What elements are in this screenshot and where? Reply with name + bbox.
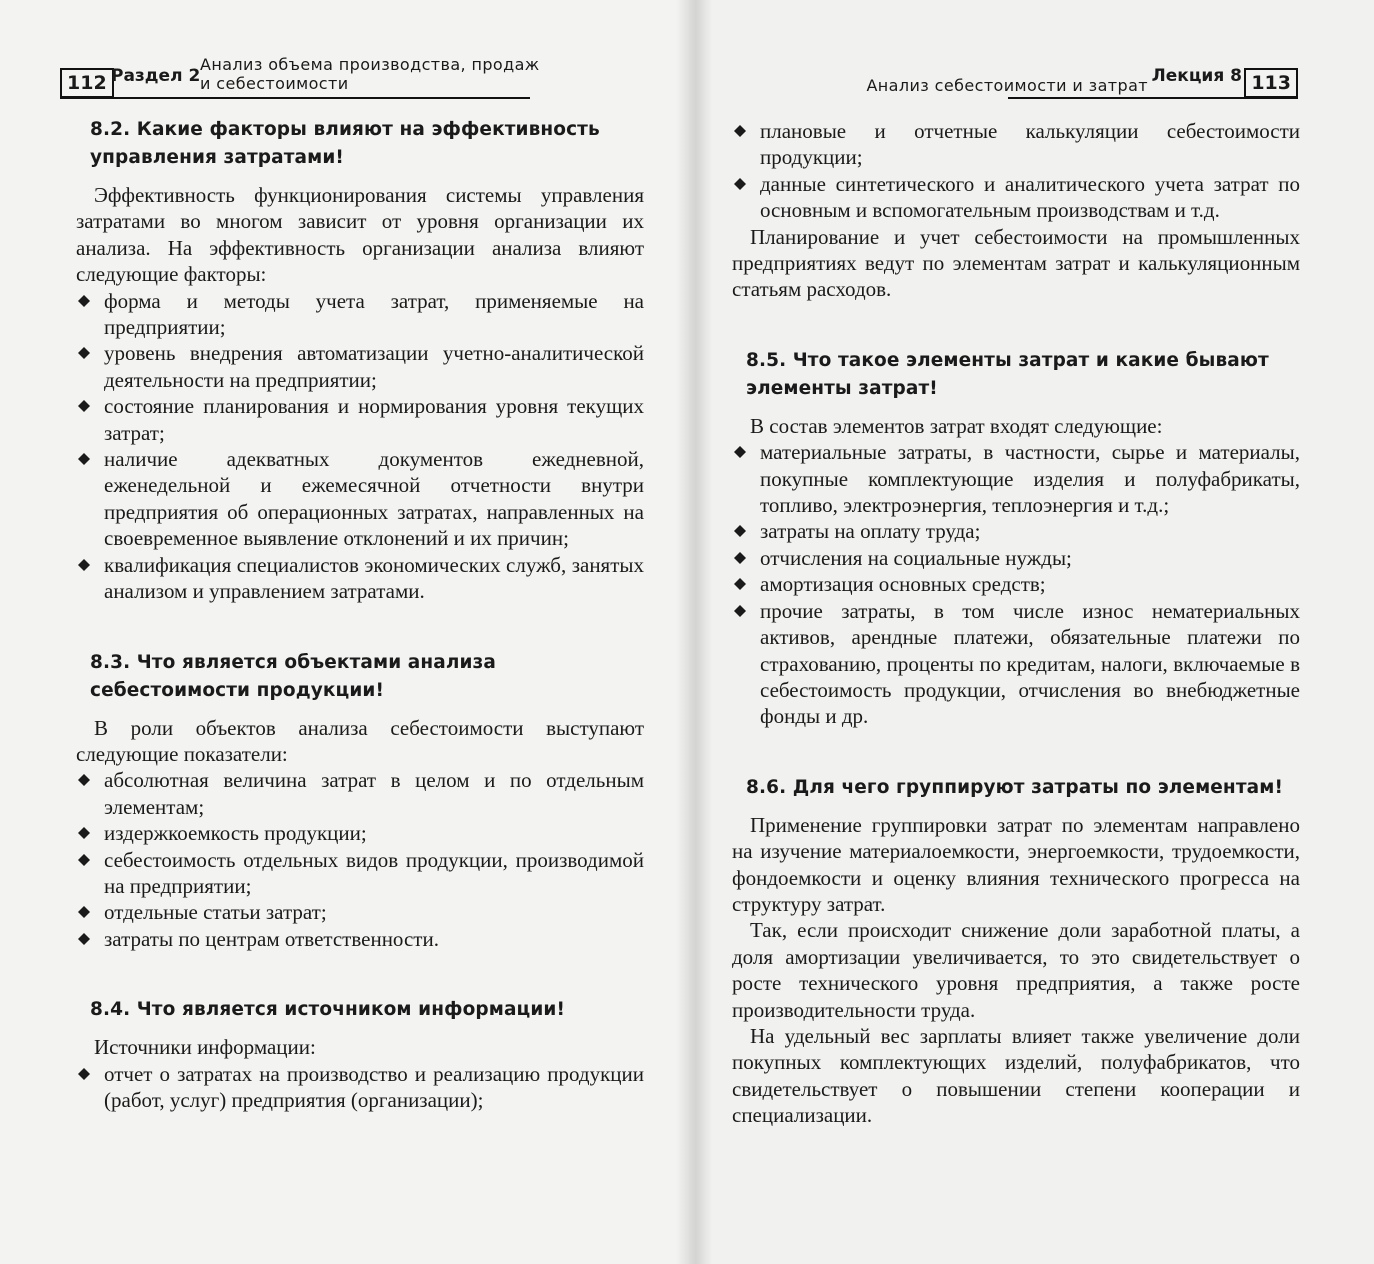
left-page-number: 112 bbox=[60, 68, 114, 98]
list-item-text: прочие затраты, в том числе износ нематериальных активов, арендные платежи, обязательные платежи по страхованию, проценты по кредитам, налоги, включаемые в себестоимость продукции, отчисления во внебюджетные фонды и др. bbox=[760, 598, 1300, 729]
diamond-bullet-icon bbox=[78, 854, 90, 866]
paragraph: В роли объектов анализа себестоимости выступают следующие показатели: bbox=[76, 715, 644, 766]
section-title-line1: Анализ объема производства, продаж bbox=[200, 55, 540, 74]
paragraph: В состав элементов затрат входят следующие: bbox=[750, 413, 1163, 438]
section-title bbox=[200, 55, 540, 93]
list-item bbox=[76, 1061, 644, 1114]
right-column bbox=[732, 118, 1300, 1129]
list-item-text: квалификация специалистов экономических служб, занятых анализом и управлением затратами. bbox=[104, 552, 644, 604]
list-item bbox=[76, 393, 644, 446]
diamond-bullet-icon bbox=[78, 1068, 90, 1080]
diamond-bullet-icon bbox=[734, 125, 746, 137]
heading-8-4: 8.4. Что является источником информации! bbox=[90, 999, 565, 1021]
right-page-number: 113 bbox=[1244, 68, 1298, 98]
list-item bbox=[732, 118, 1300, 171]
paragraph: Источники информации: bbox=[94, 1035, 316, 1060]
list-item-text: отдельные статьи затрат; bbox=[104, 900, 327, 925]
list-item bbox=[76, 767, 644, 820]
list-item bbox=[732, 545, 1300, 571]
paragraph: Так, если происходит снижение доли заработной платы, а доля амортизации увеличивается, то это свидетельствует о росте технического уровня предприятия, а также росте производительности труда. bbox=[732, 918, 1300, 1022]
list-item-text: плановые и отчетные калькуляции себестоимости продукции; bbox=[760, 119, 1300, 170]
book-gutter bbox=[676, 0, 712, 1264]
section-label: Раздел 2 bbox=[111, 66, 201, 86]
list-item-text: уровень внедрения автоматизации учетно-аналитической деятельности на предприятии; bbox=[104, 341, 644, 392]
paragraph: Применение группировки затрат по элементам направлено на изучение материалоемкости, энергоемкости, трудоемкости, фондоемкости и оценку влияния технического прогресса на структуру затрат. bbox=[732, 812, 1300, 916]
list-item bbox=[732, 571, 1300, 597]
list-item-text: отчет о затратах на производство и реализацию продукции (работ, услуг) предприятия (организации); bbox=[104, 1061, 644, 1112]
diamond-bullet-icon bbox=[734, 178, 746, 190]
section-title-line2: и себестоимости bbox=[200, 74, 349, 93]
list-item-text: амортизация основных средств; bbox=[760, 572, 1046, 597]
diamond-bullet-icon bbox=[734, 446, 746, 458]
diamond-bullet-icon bbox=[78, 295, 90, 307]
list-item bbox=[732, 439, 1300, 518]
diamond-bullet-icon bbox=[78, 559, 90, 571]
list-item-text: состояние планирования и нормирования уровня текущих затрат; bbox=[104, 394, 644, 445]
list-item bbox=[76, 847, 644, 900]
list-item bbox=[732, 598, 1300, 730]
diamond-bullet-icon bbox=[78, 347, 90, 359]
list-item-text: отчисления на социальные нужды; bbox=[760, 545, 1072, 570]
list-item bbox=[76, 926, 644, 952]
list-item-text: издержкоемкость продукции; bbox=[104, 821, 367, 846]
paragraph: Эффективность функционирования системы управления затратами во многом зависит от уровня организации их анализа. На эффективность организации анализа влияют следующие факторы: bbox=[76, 183, 644, 287]
diamond-bullet-icon bbox=[734, 578, 746, 590]
bullet-list bbox=[732, 439, 1300, 729]
list-item-text: форма и методы учета затрат, применяемые на предприятии; bbox=[104, 288, 644, 340]
bullet-list bbox=[76, 1061, 644, 1114]
diamond-bullet-icon bbox=[78, 453, 90, 465]
paragraph: На удельный вес зарплаты влияет также увеличение доли покупных комплектующих изделий, полуфабрикатов, что свидетельствует о повышении степени кооперации и специализации. bbox=[732, 1023, 1300, 1128]
list-item-text: себестоимость отдельных видов продукции, производимой на предприятии; bbox=[104, 847, 644, 898]
list-item-text: материальные затраты, в частности, сырье и материалы, покупные комплектующие изделия и полуфабрикаты, топливо, электроэнергия, теплоэнергия и т.д.; bbox=[760, 440, 1300, 518]
diamond-bullet-icon bbox=[734, 605, 746, 617]
list-item bbox=[732, 171, 1300, 224]
list-item-text: затраты на оплату труда; bbox=[760, 519, 981, 544]
list-item-text: абсолютная величина затрат в целом и по отдельным элементам; bbox=[104, 768, 644, 819]
list-item-text: данные синтетического и аналитического учета затрат по основным и вспомогательным производствам и т.д. bbox=[760, 171, 1300, 223]
left-column bbox=[76, 116, 644, 1113]
bullet-list bbox=[732, 118, 1300, 224]
lecture-label: Лекция 8 bbox=[1151, 66, 1242, 86]
diamond-bullet-icon bbox=[78, 933, 90, 945]
list-item bbox=[76, 340, 644, 393]
heading-8-6: 8.6. Для чего группируют затраты по элементам! bbox=[746, 776, 1283, 798]
diamond-bullet-icon bbox=[78, 906, 90, 918]
list-item-text: затраты по центрам ответственности. bbox=[104, 926, 439, 951]
diamond-bullet-icon bbox=[734, 552, 746, 564]
chapter-title: Анализ себестоимости и затрат bbox=[866, 76, 1148, 95]
diamond-bullet-icon bbox=[734, 525, 746, 537]
diamond-bullet-icon bbox=[78, 827, 90, 839]
left-header-rule bbox=[60, 97, 530, 99]
bullet-list bbox=[76, 767, 644, 952]
right-header-rule bbox=[1008, 97, 1298, 99]
diamond-bullet-icon bbox=[78, 774, 90, 786]
heading-8-3: 8.3. Что является объектами анализа себестоимости продукции! bbox=[90, 651, 496, 701]
paragraph: Планирование и учет себестоимости на промышленных предприятиях ведут по элементам затрат и калькуляционным статьям расходов. bbox=[732, 224, 1300, 302]
heading-8-2: 8.2. Какие факторы влияют на эффективность управления затратами! bbox=[90, 119, 600, 168]
list-item bbox=[732, 518, 1300, 544]
list-item bbox=[76, 446, 644, 552]
list-item-text: наличие адекватных документов ежедневной, еженедельной и ежемесячной отчетности внутри предприятия об операционных затратах, направленных на своевременное выявление отклонений и их причин; bbox=[104, 447, 644, 551]
list-item bbox=[76, 552, 644, 605]
list-item bbox=[76, 820, 644, 846]
diamond-bullet-icon bbox=[78, 400, 90, 412]
heading-8-5: 8.5. Что такое элементы затрат и какие бывают элементы затрат! bbox=[746, 349, 1269, 399]
list-item bbox=[76, 899, 644, 925]
list-item bbox=[76, 288, 644, 341]
bullet-list bbox=[76, 288, 644, 605]
